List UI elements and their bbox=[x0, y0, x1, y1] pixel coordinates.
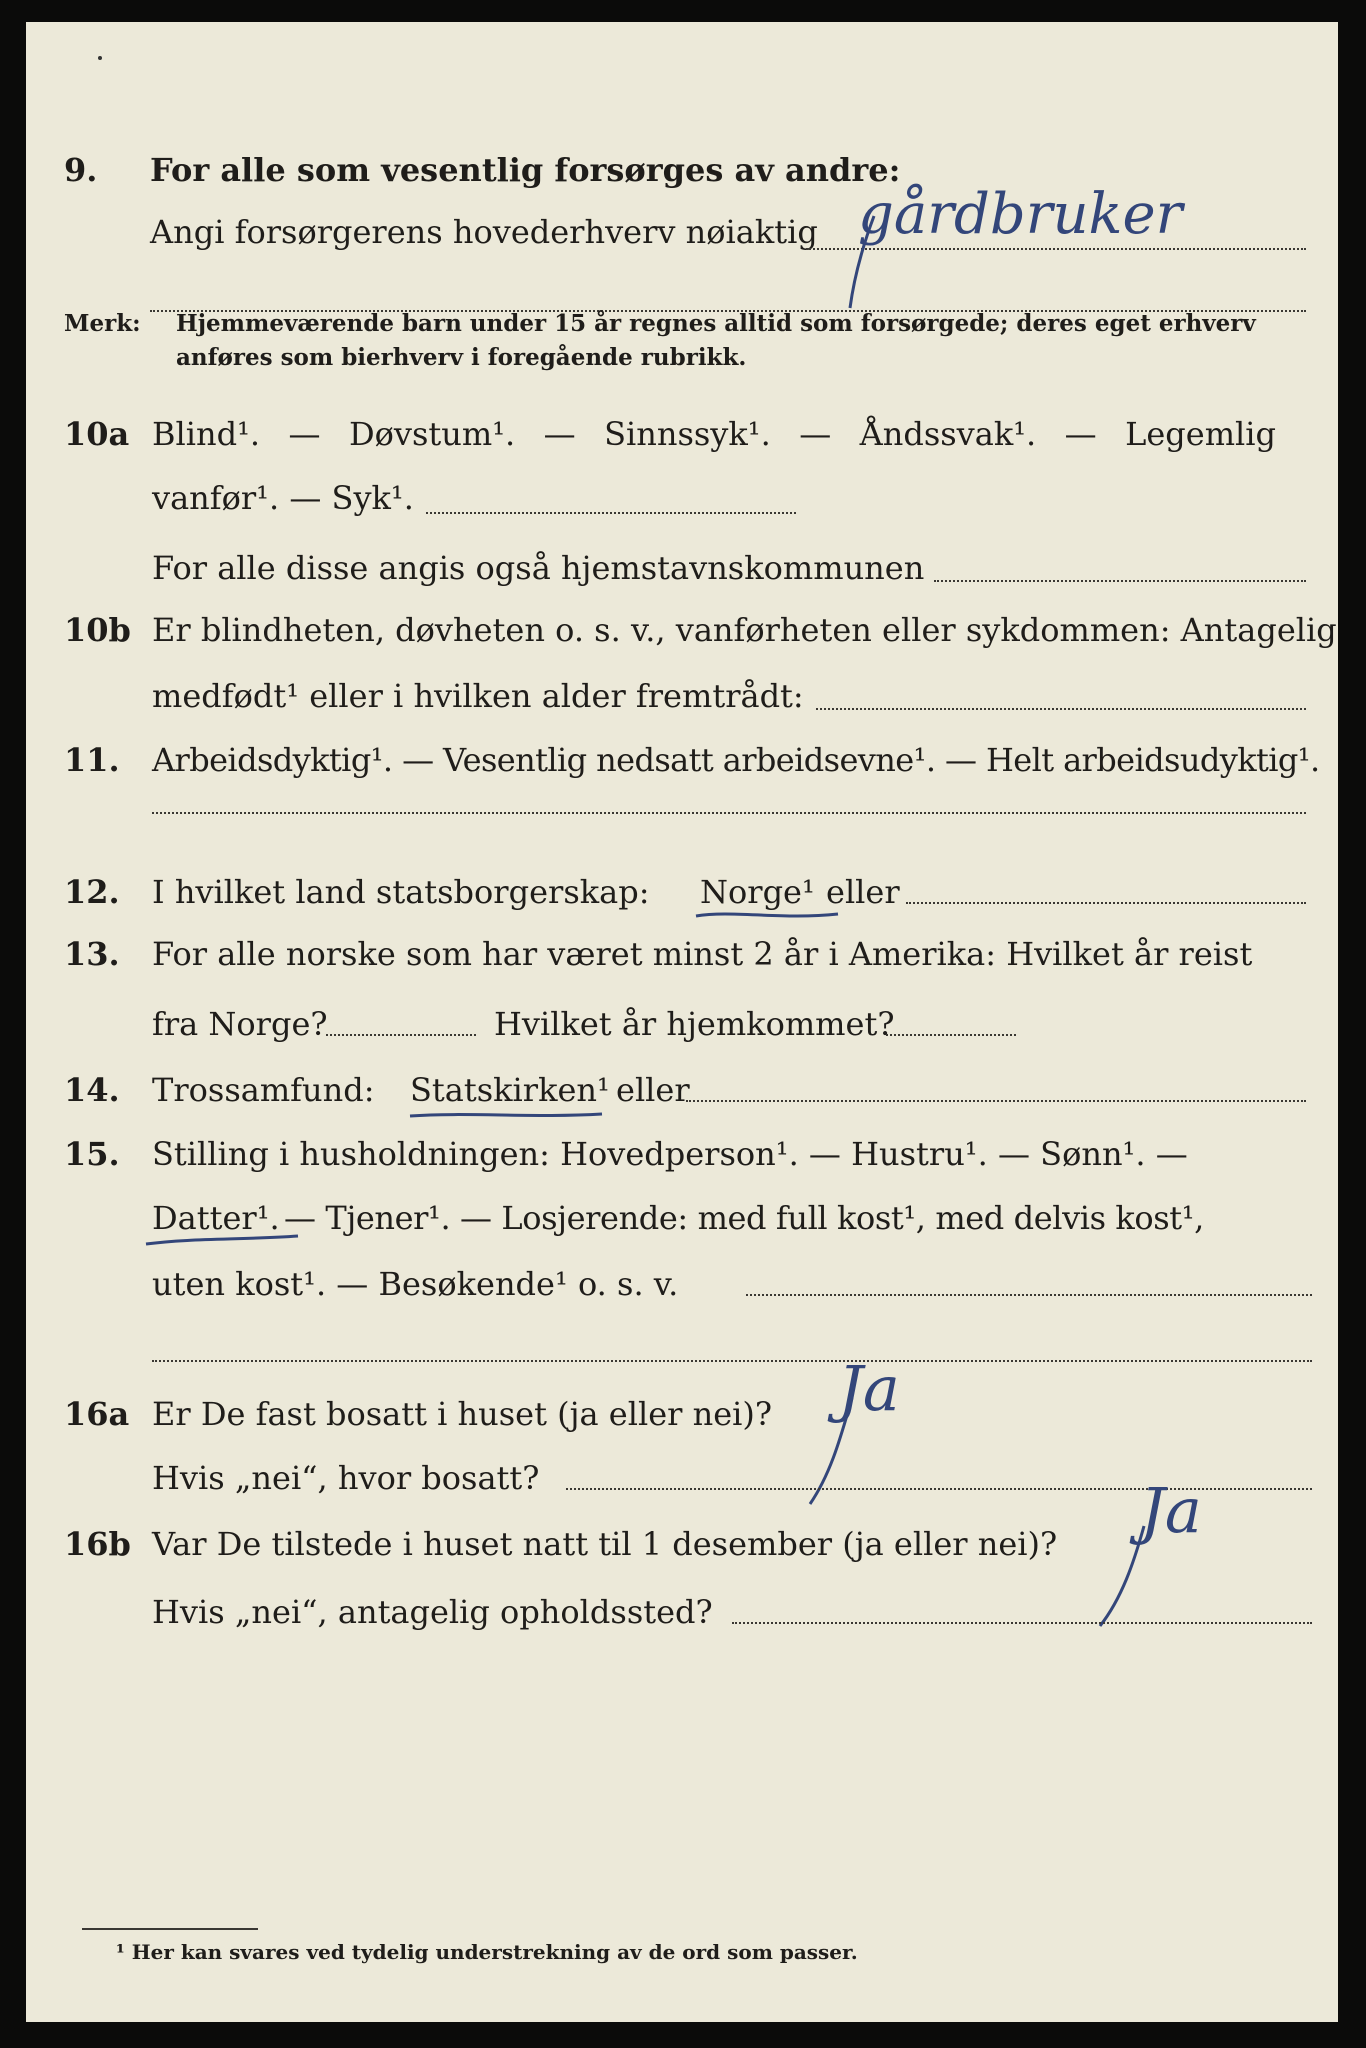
footnote-rule bbox=[82, 1928, 258, 1930]
q10a-dash-2: — bbox=[543, 415, 576, 453]
census-form-page bbox=[26, 22, 1338, 2022]
q14-option-statskirken[interactable]: Statskirken¹ bbox=[410, 1071, 610, 1109]
q16a-question: Er De fast bosatt i huset (ja eller nei)? bbox=[152, 1395, 773, 1433]
q10b-question-2: medfødt¹ eller i hvilken alder fremtrådt: bbox=[152, 677, 804, 715]
q14-suffix: eller bbox=[616, 1071, 690, 1109]
q14-underline bbox=[406, 1108, 606, 1124]
q10a-opt-blind[interactable]: Blind¹. bbox=[152, 415, 261, 453]
q15-options-1[interactable]: Stilling i husholdningen: Hovedperson¹. — Hustru¹. — Sønn¹. — bbox=[152, 1135, 1188, 1173]
q10a-opt-dovstum[interactable]: Døvstum¹. bbox=[348, 415, 516, 453]
q9-question-2: Angi forsørgerens hovederhverv nøiaktig bbox=[150, 213, 818, 251]
q10a-dash-4: — bbox=[1064, 415, 1097, 453]
q10a-options bbox=[152, 414, 1276, 454]
q9-number: 9. bbox=[64, 151, 98, 189]
q10a-opt-legemlig[interactable]: Legemlig bbox=[1125, 415, 1276, 453]
q11-answer-line bbox=[152, 812, 1306, 814]
q16b-number: 16b bbox=[64, 1525, 131, 1563]
q10a-opt-andssvak[interactable]: Åndssvak¹. bbox=[859, 415, 1037, 453]
q16a-answer-stroke bbox=[796, 1392, 876, 1512]
q10a-opt-sinnssyk[interactable]: Sinnssyk¹. bbox=[604, 415, 771, 453]
q14-prefix: Trossamfund: bbox=[152, 1071, 375, 1109]
q12-number: 12. bbox=[64, 873, 120, 911]
q13-reist-line bbox=[326, 1034, 476, 1036]
speck bbox=[98, 56, 102, 60]
q16a-question-2: Hvis „nei“, hvor bosatt? bbox=[152, 1459, 540, 1497]
merk-text-1: Hjemmeværende barn under 15 år regnes alltid som forsørgede; deres eget erhverv bbox=[176, 310, 1256, 337]
q16b-question: Var De tilstede i huset natt til 1 desember (ja eller nei)? bbox=[152, 1525, 1058, 1563]
q15-options-2[interactable]: — Tjener¹. — Losjerende: med full kost¹, med delvis kost¹, bbox=[284, 1199, 1204, 1237]
merk-text-2: anføres som bierhverv i foregående rubrikk. bbox=[176, 344, 747, 371]
q13-number: 13. bbox=[64, 935, 120, 973]
q15-options-3[interactable]: uten kost¹. — Besøkende¹ o. s. v. bbox=[152, 1265, 679, 1303]
q10a-hjemstavn: For alle disse angis også hjemstavnskommunen bbox=[152, 549, 925, 587]
q10b-question: Er blindheten, døvheten o. s. v., vanførheten eller sykdommen: Antagelig bbox=[152, 611, 1337, 649]
q9-answer-stroke bbox=[844, 208, 884, 318]
q10a-answer-line bbox=[426, 512, 796, 514]
q15-option-datter[interactable]: Datter¹. bbox=[152, 1199, 280, 1237]
q11-options[interactable]: Arbeidsdyktig¹. — Vesentlig nedsatt arbeidsevne¹. — Helt arbeidsudyktig¹. bbox=[152, 741, 1320, 779]
q13-reist: fra Norge? bbox=[152, 1005, 328, 1043]
q10b-answer-line bbox=[816, 708, 1306, 710]
q12-option-norge[interactable]: Norge¹ bbox=[700, 873, 815, 911]
q16b-answer-line bbox=[732, 1622, 1312, 1624]
q10a-dash-1: — bbox=[288, 415, 321, 453]
q10b-number: 10b bbox=[64, 611, 131, 649]
q15-answer-line bbox=[746, 1294, 1312, 1296]
merk-label: Merk: bbox=[64, 310, 141, 337]
q12-prefix: I hvilket land statsborgerskap: bbox=[152, 873, 650, 911]
q15-underline bbox=[142, 1232, 302, 1252]
q10a-dash-3: — bbox=[799, 415, 832, 453]
q11-number: 11. bbox=[64, 741, 120, 779]
q13-hjemkommet: Hvilket år hjemkommet? bbox=[494, 1005, 895, 1043]
q14-answer-line bbox=[686, 1100, 1306, 1102]
q16b-handwritten-answer: Ja bbox=[1140, 1474, 1202, 1547]
q13-question: For alle norske som har været minst 2 år i Amerika: Hvilket år reist bbox=[152, 935, 1253, 973]
footnote: ¹ Her kan svares ved tydelig understrekning av de ord som passer. bbox=[116, 1940, 858, 1964]
q16b-answer-stroke bbox=[1086, 1522, 1166, 1632]
q10a-opt-vanfor-syk[interactable]: vanfør¹. — Syk¹. bbox=[152, 479, 414, 517]
q12-answer-line bbox=[906, 902, 1306, 904]
q10a-hjemstavn-line bbox=[934, 580, 1306, 582]
q16a-handwritten-answer: Ja bbox=[838, 1352, 900, 1425]
q13-hjemkommet-line bbox=[886, 1034, 1016, 1036]
q12-underline bbox=[692, 906, 842, 926]
q16b-question-2: Hvis „nei“, antagelig opholdssted? bbox=[152, 1593, 713, 1631]
q9-question: For alle som vesentlig forsørges av andre: bbox=[150, 151, 901, 189]
q16a-number: 16a bbox=[64, 1395, 130, 1433]
q9-handwritten-answer: gårdbruker bbox=[858, 182, 1183, 247]
q15-answer-line-2 bbox=[152, 1360, 1312, 1362]
q15-number: 15. bbox=[64, 1135, 120, 1173]
q10a-number: 10a bbox=[64, 415, 130, 453]
q12-suffix: eller bbox=[826, 873, 900, 911]
q14-number: 14. bbox=[64, 1071, 120, 1109]
